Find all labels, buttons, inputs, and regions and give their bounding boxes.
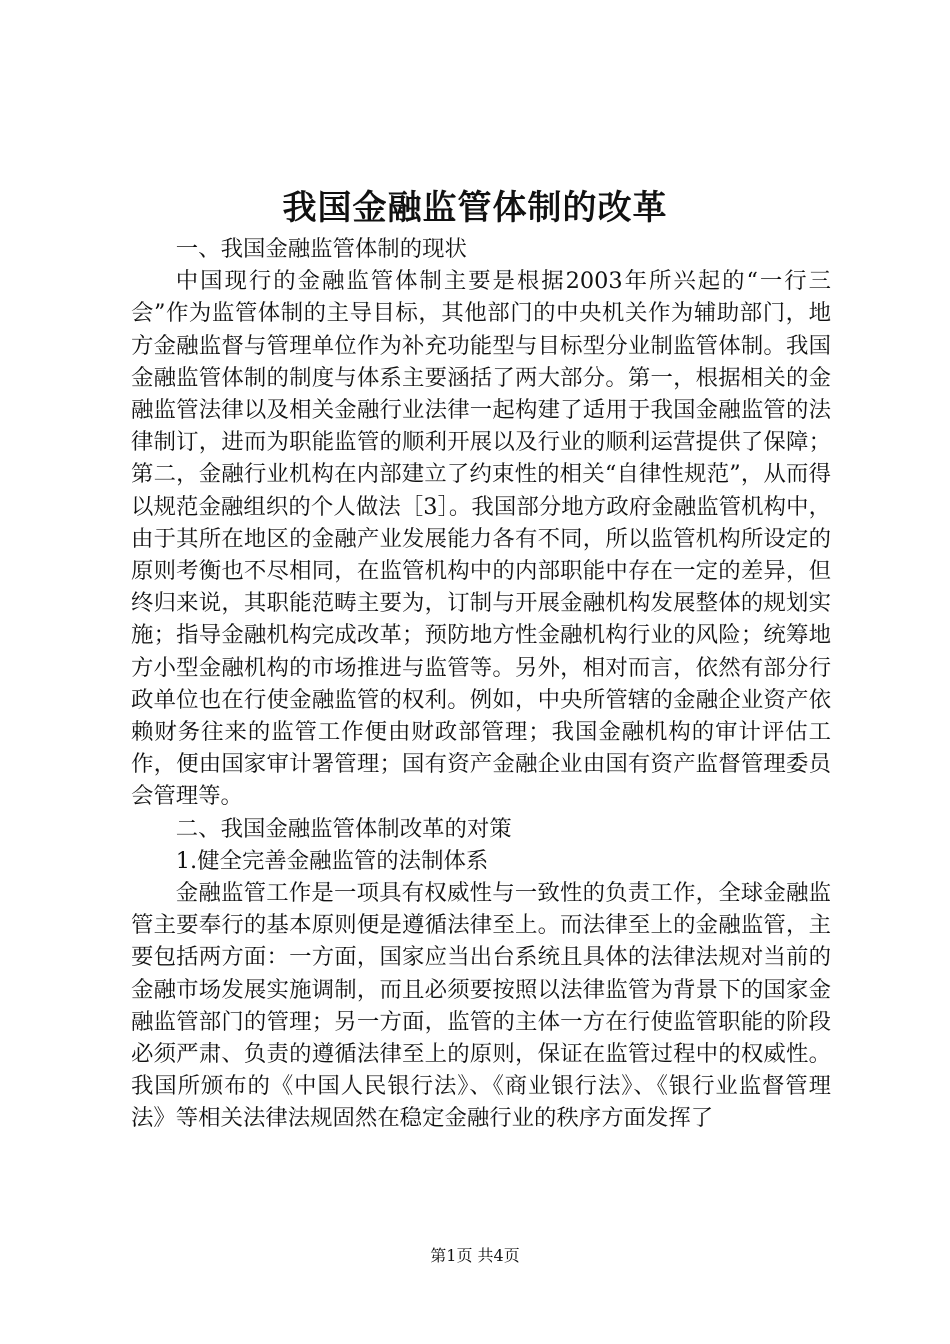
document-title: 我国金融监管体制的改革 xyxy=(282,188,668,228)
section-heading-reform-measures: 二、我国金融监管体制改革的对策 xyxy=(175,815,512,842)
page-number-footer: 第1页 共4页 xyxy=(430,1246,520,1265)
document-body xyxy=(131,233,831,1135)
body-paragraph: 中国现行的金融监管体制主要是根据2003年所兴起的“一行三会”作为监管体制的主导目标，其他部门的中央机关作为辅助部门，地方金融监督与管理单位作为补充功能型与目标型分业制监管体制。我国金融监管体制的制度与体系主要涵括了两大部分。第一，根据相关的金融监管法律以及相关金融行业法律一起构建了适用于我国金融监管的法律制订，进而为职能监管的顺利开展以及行业的顺利运营提供了保障；第二，金融行业机构在内部建立了约束性的相关“自律性规范”，从而得以规范金融组织的个人做法［3］。我国部分地方政府金融监管机构中，由于其所在地区的金融产业发展能力各有不同，所以监管机构所设定的原则考衡也不尽相同，在监管机构中的内部职能中存在一定的差异，但终归来说，其职能范畴主要为，订制与开展金融机构发展整体的规划实施；指导金融机构完成改革；预防地方性金融机构行业的风险；统筹地方小型金融机构的市场推进与监管等。另外，相对而言，依然有部分行政单位也在行使金融监管的权利。例如，中央所管辖的金融企业资产依赖财务往来的监管工作便由财政部管理；我国金融机构的审计评估工作，便由国家审计署管理；国有资产金融企业由国有资产监督管理委员会管理等。 xyxy=(131,268,831,810)
section-heading-current-status: 一、我国金融监管体制的现状 xyxy=(175,236,467,262)
subsection-heading-legal-system: 1.健全完善金融监管的法制体系 xyxy=(175,847,489,874)
body-paragraph: 金融监管工作是一项具有权威性与一致性的负责工作，全球金融监管主要奉行的基本原则便是遵循法律至上。而法律至上的金融监管，主要包括两方面：一方面，国家应当出台系统且具体的法律法规对当前的金融市场发展实施调制，而且必须要按照以法律监管为背景下的国家金融监管部门的管理；另一方面，监管的主体一方在行使监管职能的阶段必须严肃、负责的遵循法律至上的原则，保证在监管过程中的权威性。我国所颁布的《中国人民银行法》、《商业银行法》、《银行业监督管理法》等相关法律法规固然在稳定金融行业的秩序方面发挥了 xyxy=(131,880,831,1132)
